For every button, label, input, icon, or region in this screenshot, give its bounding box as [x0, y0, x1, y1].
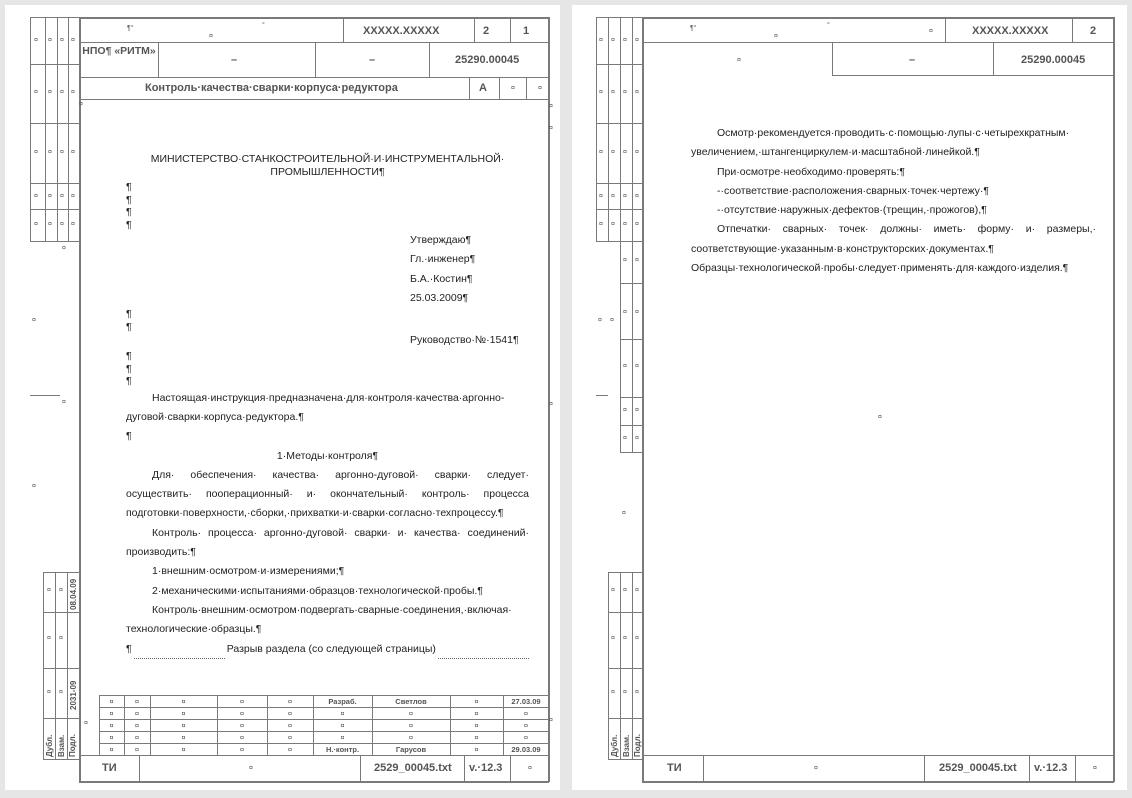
page1-body	[126, 153, 529, 659]
stamp-version: v.·12.3	[469, 762, 503, 774]
empty-paragraph: ¶	[126, 375, 132, 388]
paragraph: Контроль· процесса· аргонно-дуговой· сварки· и· качества· соединений· производить:¶	[126, 526, 529, 559]
cell-marker: °	[262, 22, 265, 29]
side-date: 2031-09	[69, 680, 78, 710]
empty-paragraph: ¶	[126, 430, 132, 443]
paragraph: Осмотр·рекомендуется·проводить·с·помощью·лупы·с·четырехкратным· увеличением,·штангенциркулем·и·масштабной·линейкой.¶	[691, 127, 1070, 159]
stamp-role: Разраб.	[328, 697, 357, 706]
header-dash: –	[369, 54, 376, 66]
approve-line: Б.А.·Костин¶	[410, 272, 473, 285]
page-1: ¶° ¤ ° XXXXX.XXXXX 2 1 НПО¶ «РИТМ» – – 25290.00045 Контроль·качества·сварки·корпуса·редуктора А ¤ ¤ ¤ ¤ ¤ ¤ ¤ ¤ ¤ ¤ ¤ ¤ ¤ ¤ ¤ ¤ ¤ ¤ ¤ ¤ ¤ ¤ ¤ ¤ ¤ ¤ ¤ ¤ ¤ ¤ ¤ ¤ ¤ ¤ ¤ ¤ ¤ ¤ 08.04.09 2031-09 Дубл. Взам. Подл. ¤ ¤ ¤ ¤ ¤ Разраб. Светлов ¤ 27.03.09 ¤ ¤ ¤ ¤ ¤ ¤ ¤ ¤ ¤ ¤ ¤ ¤ ¤ ¤ ¤ ¤ ¤ ¤ ¤ ¤ ¤ ¤ ¤ ¤ ¤ ¤ ¤ ¤ ¤ ¤ ¤ ¤ Н.·контр. Гарусов ¤ 29.03.09 ТИ ¤ 2529_00045.txt v.·12.3 ¤ МИНИСТЕРСТВО·СТАНКОСТРОИТЕЛЬНОЙ·И·ИНСТРУМЕНТАЛЬНОЙ· ПРОМЫШЛЕННОСТИ¶ ¶ ¶ ¶ ¶ Утверждаю¶ Гл.·инженер¶ Б.А.·Костин¶ 25.03.2009¶ ¶ ¶ Руководство·№·1541¶ ¶ ¶ ¶ Настоящая·инструкция·предназначена·для·контроля·качества·аргонно-дуговой·сварки·корпуса·редуктора.¶ ¶ 1·Методы·контроля¶ Для· обеспечения· качества· аргонно-дуговой· сварки· следует· осуществить· пооперационный· и· окончательный· контроль· процесса подготовки·поверхности,·сборки,·прихватки·и·сварки·согласно·техпроцессу.¶ Контроль· процесса· аргонно-дуговой· сварки· и· качества· соединений· производить:¶ 1·внешним·осмотром·и·измерениями;¶ 2·механическими·испытаниями·образцов·технологической·пробы.¶ Контроль·внешним·осмотром·подвергать·сварные·соединения,·включая· технологические·образцы.¶ ¶ Разрыв раздела (со следующей страницы)	[5, 5, 560, 790]
stamp-name: Светлов	[395, 697, 427, 706]
paragraph: Образцы·технологической·пробы·следует·применять·для·каждого·изделия.¶	[691, 262, 1069, 275]
side-dubl: Дубл.	[45, 734, 54, 757]
list-item: -·отсутствие·наружных·дефектов·(трещин,·прожогов),¶	[717, 204, 987, 217]
paragraph: При·осмотре·необходимо·проверять:¶	[717, 165, 905, 178]
paragraph: Контроль·внешним·осмотром·подвергать·сварные·соединения,·включая· технологические·образцы.¶	[126, 603, 512, 636]
cell-marker: ¤	[209, 33, 213, 40]
side-date: 08.04.09	[69, 578, 78, 610]
side-dubl: Дубл.	[610, 734, 619, 757]
empty-paragraph: ¶	[126, 350, 132, 363]
stamp-file: 2529_00045.txt	[939, 762, 1017, 774]
page2-body	[691, 124, 1096, 278]
org-name: НПО¶ «РИТМ»	[82, 45, 156, 57]
ministry-heading: МИНИСТЕРСТВО·СТАНКОСТРОИТЕЛЬНОЙ·И·ИНСТРУМЕНТАЛЬНОЙ· ПРОМЫШЛЕННОСТИ¶	[150, 153, 505, 178]
approve-line: Утверждаю¶	[410, 234, 472, 246]
stamp-name: Гарусов	[395, 745, 427, 754]
header-sheets: 1	[523, 25, 530, 37]
empty-paragraph: ¶	[126, 321, 132, 334]
paragraph: Отпечатки· сварных· точек· должны· иметь· форму· и· размеры,· соответствующие·указанным·в·конструкторских·документах.¶	[691, 223, 1096, 255]
pilcrow-mark: ¶°	[127, 25, 134, 32]
empty-paragraph: ¶	[126, 206, 132, 218]
header-dash: –	[231, 54, 238, 66]
header-code: XXXXX.XXXXX	[972, 25, 1049, 37]
header-sheet: 2	[483, 25, 490, 37]
header-dash: –	[909, 54, 916, 66]
header-doc-number: 25290.00045	[1021, 54, 1086, 66]
stamp-date: 27.03.09	[511, 697, 541, 706]
cell-marker: ¤	[79, 101, 83, 108]
header-code: XXXXX.XXXXX	[363, 25, 440, 37]
list-item: -·соответствие·расположения·сварных·точек·чертежу·¶	[717, 184, 990, 197]
empty-paragraph: ¶	[126, 362, 132, 375]
stamp-version: v.·12.3	[1034, 762, 1068, 774]
stamp-ti: ТИ	[667, 762, 682, 774]
stamp-date: 29.03.09	[511, 745, 541, 754]
approve-line: 25.03.2009¶	[410, 291, 469, 304]
section-heading: 1·Методы·контроля¶	[276, 449, 379, 462]
list-item: 1·внешним·осмотром·и·измерениями;¶	[152, 565, 345, 578]
empty-paragraph: ¶	[126, 181, 132, 193]
cell-marker: ¤	[511, 85, 515, 92]
side-podl: Подл.	[633, 734, 642, 757]
stamp-ti: ТИ	[102, 762, 117, 774]
guide-number: Руководство·№·1541¶	[410, 334, 519, 347]
side-vzam: Взам.	[622, 734, 631, 757]
page-2: ¶° ¤ ° ¤ XXXXX.XXXXX 2 ¤ – 25290.00045 ¤ ¤ ¤ ¤ ¤ ¤ ¤ ¤ ¤ ¤ ¤ ¤ ¤ ¤ ¤ ¤ ¤ ¤ ¤ ¤ ¤ ¤ ¤ ¤ ¤ ¤ ¤ ¤ ¤ ¤ ¤ ¤ ¤ ¤ ¤ ¤ ¤ ¤ ¤ ¤ ¤ ¤ Дубл. Взам. Подл. ТИ ¤ 2529_00045.txt v.·12.3 ¤ ¤ Осмотр·рекомендуется·проводить·с·помощью·лупы·с·четырехкратным· увеличением,·штангенциркулем·и·масштабной·линейкой.¶ При·осмотре·необходимо·проверять:¶ -·соответствие·расположения·сварных·точек·чертежу·¶ -·отсутствие·наружных·дефектов·(трещин,·прожогов),¶ Отпечатки· сварных· точек· должны· иметь· форму· и· размеры,· соответствующие·указанным·в·конструкторских·документах.¶ Образцы·технологической·пробы·следует·применять·для·каждого·изделия.¶	[572, 5, 1127, 790]
stamp-role: Н.·контр.	[325, 745, 360, 754]
stamp-table: ¤ ¤ ¤ ¤ ¤ Разраб. Светлов ¤ 27.03.09 ¤ ¤ ¤ ¤ ¤ ¤ ¤ ¤ ¤ ¤ ¤ ¤ ¤ ¤ ¤ ¤ ¤ ¤ ¤ ¤ ¤ ¤ ¤ ¤ ¤ ¤ ¤ ¤ ¤ ¤ ¤ ¤ Н.·контр. Гарусов ¤ 29.03.09	[99, 695, 549, 755]
header-sheet: 2	[1090, 25, 1097, 37]
intro-paragraph: Настоящая·инструкция·предназначена·для·контроля·качества·аргонно-дуговой·сварки·корпуса·редуктора.¶	[126, 391, 505, 423]
approval-block	[126, 231, 529, 308]
header-lit: А	[479, 82, 487, 94]
empty-paragraph: ¶	[126, 308, 132, 321]
paragraph: Для· обеспечения· качества· аргонно-дуговой· сварки· следует· осуществить· пооперационный· и· окончательный· контроль· процесса подготовки·поверхности,·сборки,·прихватки·и·сварки·согласно·техпроцессу.¶	[126, 468, 529, 520]
cell-marker: ¤	[538, 85, 542, 92]
empty-paragraph: ¶	[126, 193, 132, 206]
empty-paragraph: ¶	[126, 218, 132, 231]
section-break-label: Разрыв раздела (со следующей страницы)	[226, 642, 436, 655]
header-doc-number: 25290.00045	[455, 54, 520, 66]
stamp-file: 2529_00045.txt	[374, 762, 452, 774]
list-item: 2·механическими·испытаниями·образцов·технологической·пробы.¶	[152, 584, 483, 597]
side-vzam: Взам.	[57, 734, 66, 757]
header-title: Контроль·качества·сварки·корпуса·редуктора	[145, 82, 398, 94]
section-break: ¶ Разрыв раздела (со следующей страницы)	[126, 640, 529, 659]
side-podl: Подл.	[68, 734, 77, 757]
approve-line: Гл.·инженер¶	[410, 253, 476, 266]
